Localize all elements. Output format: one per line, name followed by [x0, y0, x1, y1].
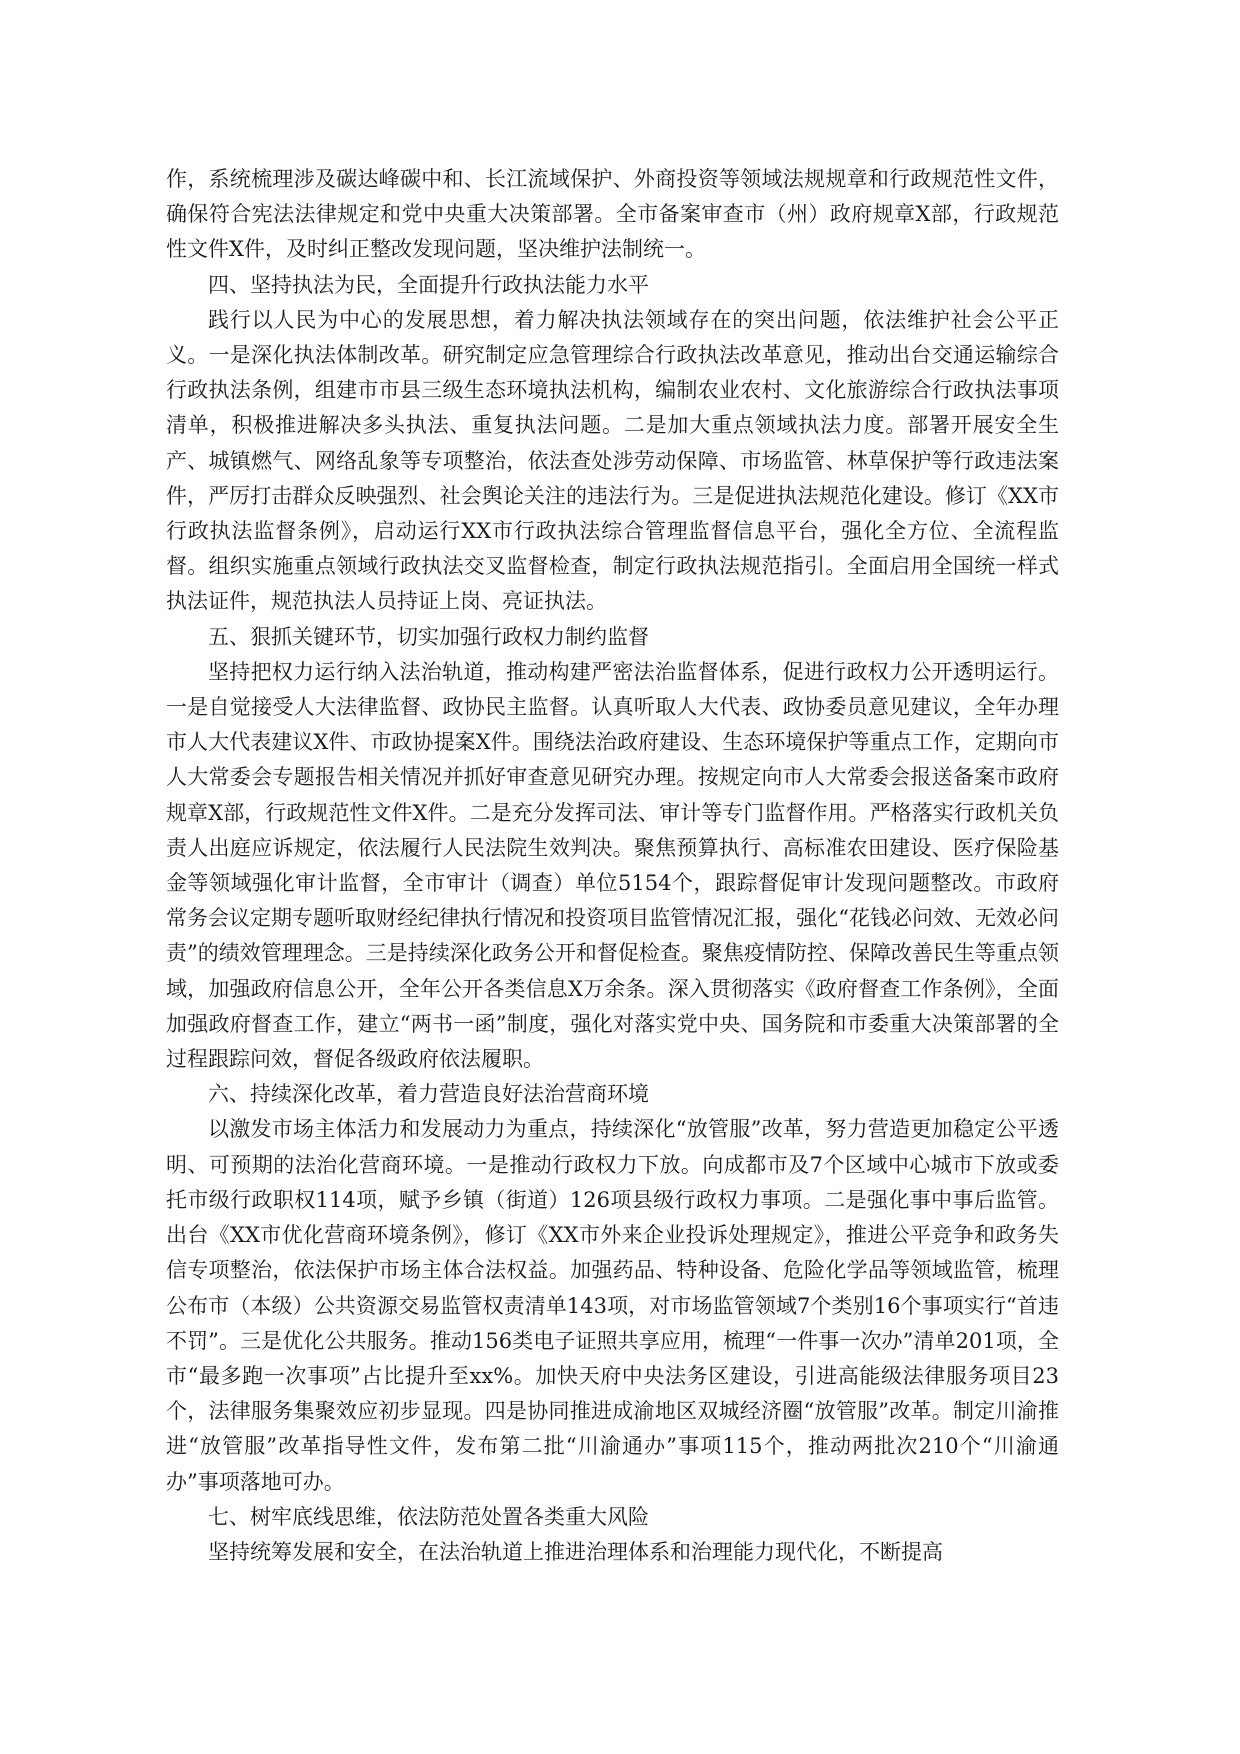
section-heading-6: 六、持续深化改革，着力营造良好法治营商环境 — [208, 1082, 649, 1107]
section-heading-4: 四、坚持执法为民，全面提升行政执法能力水平 — [208, 272, 649, 297]
document-body — [166, 162, 1059, 1570]
paragraph-section-7: 坚持统筹发展和安全，在法治轨道上推进治理体系和治理能力现代化，不断提高 — [208, 1539, 943, 1564]
paragraph-section-5: 坚持把权力运行纳入法治轨道，推动构建严密法治监督体系，促进行政权力公开透明运行。一是自觉接受人大法律监督、政协民主监督。认真听取人大代表、政协委员意见建议，全年办理市人大代表建议X件、市政协提案X件。围绕法治政府建设、生态环境保护等重点工作，定期向市人大常委会专题报告相关情况并抓好审查意见研究办理。按规定向市人大常委会报送备案市政府规章X部，行政规范性文件X件。二是充分发挥司法、审计等专门监督作用。严格落实行政机关负责人出庭应诉规定，依法履行人民法院生效判决。聚焦预算执行、高标准农田建设、医疗保险基金等领域强化审计监督，全市审计（调查）单位5154个，跟踪督促审计发现问题整改。市政府常务会议定期专题听取财经纪律执行情况和投资项目监管情况汇报，强化“花钱必问效、无效必问责”的绩效管理理念。三是持续深化政务公开和督促检查。聚焦疫情防控、保障改善民生等重点领域，加强政府信息公开，全年公开各类信息X万余条。深入贯彻落实《政府督查工作条例》，全面加强政府督查工作，建立“两书一函”制度，强化对落实党中央、国务院和市委重大决策部署的全过程跟踪问效，督促各级政府依法履职。 — [166, 659, 1059, 1072]
paragraph-section-4: 践行以人民为中心的发展思想，着力解决执法领域存在的突出问题，依法维护社会公平正义。一是深化执法体制改革。研究制定应急管理综合行政执法改革意见，推动出台交通运输综合行政执法条例，组建市市县三级生态环境执法机构，编制农业农村、文化旅游综合行政执法事项清单，积极推进解决多头执法、重复执法问题。二是加大重点领域执法力度。部署开展安全生产、城镇燃气、网络乱象等专项整治，依法查处涉劳动保障、市场监管、林草保护等行政违法案件，严厉打击群众反映强烈、社会舆论关注的违法行为。三是促进执法规范化建设。修订《XX市行政执法监督条例》，启动运行XX市行政执法综合管理监督信息平台，强化全方位、全流程监督。组织实施重点领域行政执法交叉监督检查，制定行政执法规范指引。全面启用全国统一样式执法证件，规范执法人员持证上岗、亮证执法。 — [166, 307, 1059, 614]
section-heading-7: 七、树牢底线思维，依法防范处置各类重大风险 — [208, 1504, 649, 1529]
paragraph-continued: 作，系统梳理涉及碳达峰碳中和、长江流域保护、外商投资等领域法规规章和行政规范性文件，确保符合宪法法律规定和党中央重大决策部署。全市备案审查市（州）政府规章X部，行政规范性文件X件，及时纠正整改发现问题，坚决维护法制统一。 — [166, 167, 1059, 262]
section-heading-5: 五、狠抓关键环节，切实加强行政权力制约监督 — [208, 624, 649, 649]
paragraph-section-6: 以激发市场主体活力和发展动力为重点，持续深化“放管服”改革，努力营造更加稳定公平透明、可预期的法治化营商环境。一是推动行政权力下放。向成都市及7个区域中心城市下放或委托市级行政职权114项，赋予乡镇（街道）126项县级行政权力事项。二是强化事中事后监管。出台《XX市优化营商环境条例》，修订《XX市外来企业投诉处理规定》，推进公平竞争和政务失信专项整治，依法保护市场主体合法权益。加强药品、特种设备、危险化学品等领域监管，梳理公布市（本级）公共资源交易监管权责清单143项，对市场监管领域7个类别16个事项实行“首违不罚”。三是优化公共服务。推动156类电子证照共享应用，梳理“一件事一次办”清单201项，全市“最多跑一次事项”占比提升至xx%。加快天府中央法务区建设，引进高能级法律服务项目23个，法律服务集聚效应初步显现。四是协同推进成渝地区双城经济圈“放管服”改革。制定川渝推进“放管服”改革指导性文件，发布第二批“川渝通办”事项115个，推动两批次210个“川渝通办”事项落地可办。 — [166, 1117, 1059, 1494]
